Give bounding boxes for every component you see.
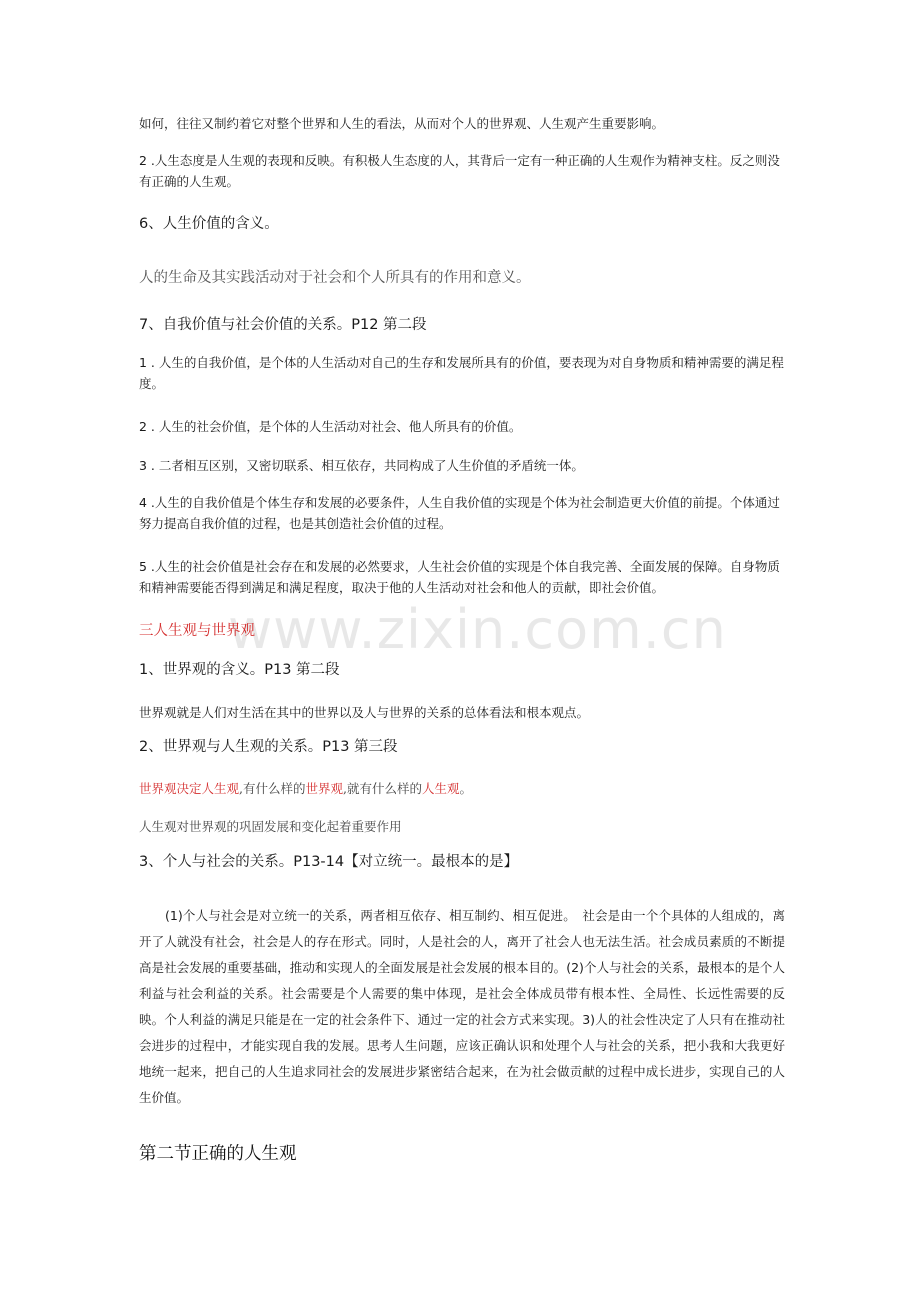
heading-individual-society: 3、个人与社会的关系。P13-14【对立统一。最根本的是】: [139, 854, 519, 870]
paragraph-attitude: 2 .人生态度是人生观的表现和反映。有积极人生态度的人，其背后一定有一种正确的人生观作为精神支柱。反之则没有正确的人生观。: [139, 153, 780, 189]
section-3-title: 三人生观与世界观: [139, 623, 255, 639]
list-item-1: 1 . 人生的自我价值，是个体的人生活动对自己的生存和发展所具有的价值，要表现为对自身物质和精神需要的满足程度。: [139, 355, 784, 391]
list-item-3: 3 . 二者相互区别，又密切联系、相互依存，共同构成了人生价值的矛盾统一体。: [139, 458, 584, 473]
paragraph-line: 如何，往往又制约着它对整个世界和人生的看法，从而对个人的世界观、人生观产生重要影响。: [139, 116, 665, 131]
relation-phrase-a: 世界观决定人生观: [139, 781, 240, 796]
list-item-5: 5 .人生的社会价值是社会存在和发展的必然要求，人生社会价值的实现是个体自我完善、全面发展的保障。自身物质和精神需要能否得到满足和满足程度，取决于他的人生活动对社会和他人的贡献，即社会价值。: [139, 559, 780, 595]
relation-phrase-e: 人生观: [422, 781, 460, 796]
heading-7: 7、自我价值与社会价值的关系。P12 第二段: [139, 317, 427, 333]
heading-6: 6、人生价值的含义。: [139, 216, 279, 232]
relation-phrase-b: ,有什么样的: [239, 781, 306, 796]
worldview-definition: 世界观就是人们对生活在其中的世界以及人与世界的关系的总体看法和根本观点。: [139, 705, 590, 720]
watermark: www.zixin.com.cn: [228, 598, 727, 661]
heading-worldview-1: 1、世界观的含义。P13 第二段: [139, 662, 340, 678]
list-item-2: 2 . 人生的社会价值，是个体的人生活动对社会、他人所具有的价值。: [139, 419, 522, 434]
worldview-relation: [139, 778, 785, 799]
individual-society-paragraph: (1)个人与社会是对立统一的关系，两者相互依存、相互制约、相互促进。 社会是由一个个具体的人组成的，离开了人就没有社会，社会是人的存在形式。同时，人是社会的人，离开了社会人也无法生活。社会成员素质的不断提高是社会发展的重要基础，推动和实现人的全面发展是社会发展的根本目的。(2)个人与社会的关系，最根本的是个人利益与社会利益的关系。社会需要是个人需要的集中体现，是社会全体成员带有根本性、全局性、长远性需要的反映。个人利益的满足只能是在一定的社会条件下、通过一定的社会方式来实现。3)人的社会性决定了人只有在推动社会进步的过程中，才能实现自我的发展。思考人生问题，应该正确认识和处理个人与社会的关系，把小我和大我更好地统一起来，把自己的人生追求同社会的发展进步紧密结合起来，在为社会做贡献的过程中成长进步，实现自己的人生价值。: [139, 908, 785, 1105]
relation-phrase-c: 世界观: [305, 781, 344, 796]
heading-worldview-2: 2、世界观与人生观的关系。P13 第三段: [139, 739, 398, 755]
relation-phrase-d: ,就有什么样的: [343, 781, 422, 796]
worldview-relation-2: 人生观对世界观的巩固发展和变化起着重要作用: [139, 819, 402, 834]
relation-phrase-f: 。: [459, 781, 473, 796]
list-item-4: 4 .人生的自我价值是个体生存和发展的必要条件，人生自我价值的实现是个体为社会制造更大价值的前提。个体通过努力提高自我价值的过程，也是其创造社会价值的过程。: [139, 495, 780, 531]
definition-life-value: 人的生命及其实践活动对于社会和个人所具有的作用和意义。: [139, 270, 531, 286]
section-2-title: 第二节正确的人生观: [139, 1144, 297, 1164]
